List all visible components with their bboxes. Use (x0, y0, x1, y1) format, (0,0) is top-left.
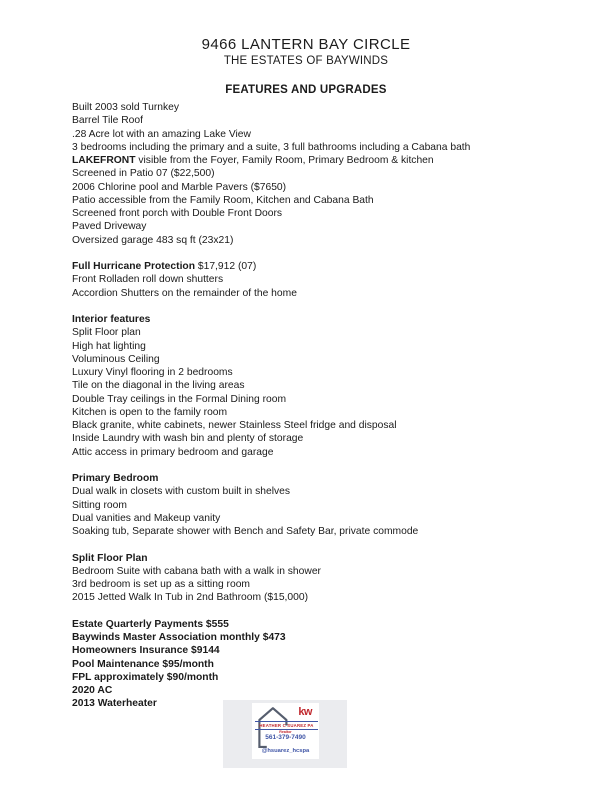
feature-line-text: Oversized garage 483 sq ft (23x21) (72, 234, 234, 246)
feature-line (72, 379, 552, 392)
feature-line-text: Tile on the diagonal in the living areas (72, 380, 245, 392)
feature-line-text: Double Tray ceilings in the Formal Dining room (72, 393, 287, 405)
feature-line-text: 2006 Chlorine pool and Marble Pavers ($7650) (72, 181, 287, 193)
feature-line-bold-text: Primary Bedroom (72, 473, 159, 484)
feature-line (72, 485, 552, 498)
feature-line-text: High hat lighting (72, 340, 146, 352)
feature-line (72, 141, 552, 154)
feature-line-text: Sitting room (72, 499, 127, 511)
feature-line-bold-text: Interior features (72, 314, 151, 325)
feature-line-text: .28 Acre lot with an amazing Lake View (72, 128, 251, 140)
feature-line (72, 353, 552, 366)
feature-line (72, 273, 552, 286)
feature-line (72, 181, 552, 194)
feature-line (72, 326, 552, 339)
feature-line-text: Split Floor plan (72, 327, 141, 339)
feature-line-text: Paved Driveway (72, 221, 147, 233)
feature-line-text: Voluminous Ceiling (72, 353, 160, 365)
feature-line-bold-text: Pool Maintenance $95/month (72, 658, 214, 670)
property-address-title: 9466 LANTERN BAY CIRCLE (201, 36, 411, 53)
feature-line (72, 340, 552, 353)
feature-line-text: Black granite, white cabinets, newer Stainless Steel fridge and disposal (72, 420, 397, 431)
feature-line (72, 220, 552, 233)
feature-line-text: Dual vanities and Makeup vanity (72, 512, 221, 524)
feature-line-text: Screened front porch with Double Front Doors (72, 208, 283, 219)
agent-phone: 561-379-7490 (265, 734, 306, 741)
feature-line-text: Luxury Vinyl flooring in 2 bedrooms (72, 367, 233, 378)
feature-line (72, 684, 552, 697)
features-heading: FEATURES AND UPGRADES (225, 84, 387, 96)
feature-line (72, 446, 552, 459)
feature-line (72, 499, 552, 512)
feature-line-bold-text: Baywinds Master Association monthly $473 (72, 632, 286, 643)
feature-line-bold-text: FPL approximately $90/month (72, 671, 219, 683)
feature-line-text: Screened in Patio 07 ($22,500) (72, 168, 215, 180)
feature-line-text: $17,912 (07) (195, 261, 257, 272)
feature-line-bold-text: Estate Quarterly Payments $555 (72, 618, 229, 630)
hurricane-protection-section (72, 260, 552, 300)
exterior-and-general-section (72, 101, 552, 247)
feature-line (72, 618, 552, 631)
feature-line (72, 565, 552, 578)
feature-line (72, 631, 552, 644)
feature-line-text: Attic access in primary bedroom and garage (72, 446, 274, 458)
feature-line-text: 3 bedrooms including the primary and a suite, 3 full bathrooms including a Cabana bath (72, 141, 471, 153)
feature-line-text: visible from the Foyer, Family Room, Primary Bedroom & kitchen (135, 155, 434, 166)
feature-line-bold-text: Full Hurricane Protection (72, 261, 196, 272)
realtor-logo-panel (223, 700, 347, 768)
feature-line (72, 101, 552, 114)
feature-line (72, 432, 552, 445)
feature-line-text: Front Rolladen roll down shutters (72, 274, 224, 286)
feature-line-text: Bedroom Suite with cabana bath with a walk in shower (72, 565, 321, 577)
split-floor-plan-section (72, 552, 552, 605)
feature-line (72, 512, 552, 525)
feature-line-bold-text: 2013 Waterheater (72, 698, 157, 710)
feature-line (72, 658, 552, 671)
agent-instagram-handle: @hsuarez_hcspa (261, 748, 310, 754)
feature-line (72, 406, 552, 419)
feature-line (72, 419, 552, 432)
feature-line (72, 366, 552, 379)
feature-line-text: Barrel Tile Roof (72, 115, 143, 127)
feature-line (72, 260, 552, 273)
features-list (72, 101, 552, 711)
feature-line (72, 644, 552, 657)
feature-line (72, 313, 552, 326)
feature-line-bold-text: LAKEFRONT (72, 155, 136, 166)
realtor-logo-card (252, 703, 319, 759)
costs-and-systems-section (72, 618, 552, 711)
feature-line (72, 154, 552, 167)
feature-line-text: Inside Laundry with wash bin and plenty of storage (72, 433, 304, 445)
feature-line (72, 525, 552, 538)
feature-line-bold-text: Split Floor Plan (72, 552, 148, 564)
document-header (0, 0, 612, 97)
feature-line-text: Built 2003 sold Turnkey (72, 102, 180, 113)
feature-line (72, 591, 552, 604)
agent-name: HEATHER C SUAREZ PA (255, 721, 318, 730)
feature-line-text: 2015 Jetted Walk In Tub in 2nd Bathroom ($15,000) (72, 592, 309, 604)
feature-line (72, 128, 552, 141)
feature-line (72, 114, 552, 127)
feature-line (72, 287, 552, 300)
feature-line (72, 207, 552, 220)
feature-line (72, 552, 552, 565)
feature-line (72, 167, 552, 180)
feature-line (72, 578, 552, 591)
feature-line-text: Patio accessible from the Family Room, Kitchen and Cabana Bath (72, 194, 374, 206)
agent-title: Realtor (279, 729, 292, 734)
kw-logo: kw (298, 706, 312, 718)
feature-line (72, 194, 552, 207)
feature-line-bold-text: Homeowners Insurance $9144 (72, 645, 220, 657)
feature-line (72, 234, 552, 247)
feature-line-text: Dual walk in closets with custom built in shelves (72, 486, 291, 498)
primary-bedroom-section (72, 472, 552, 538)
feature-line-text: 3rd bedroom is set up as a sitting room (72, 579, 250, 590)
feature-line (72, 472, 552, 485)
community-subtitle: THE ESTATES OF BAYWINDS (223, 55, 389, 67)
feature-line (72, 671, 552, 684)
feature-line-text: Kitchen is open to the family room (72, 406, 228, 418)
feature-line-text: Soaking tub, Separate shower with Bench and Safety Bar, private commode (72, 526, 419, 537)
feature-line-bold-text: 2020 AC (72, 685, 113, 696)
interior-features-section (72, 313, 552, 459)
feature-line (72, 393, 552, 406)
feature-line-text: Accordion Shutters on the remainder of the home (72, 287, 297, 299)
